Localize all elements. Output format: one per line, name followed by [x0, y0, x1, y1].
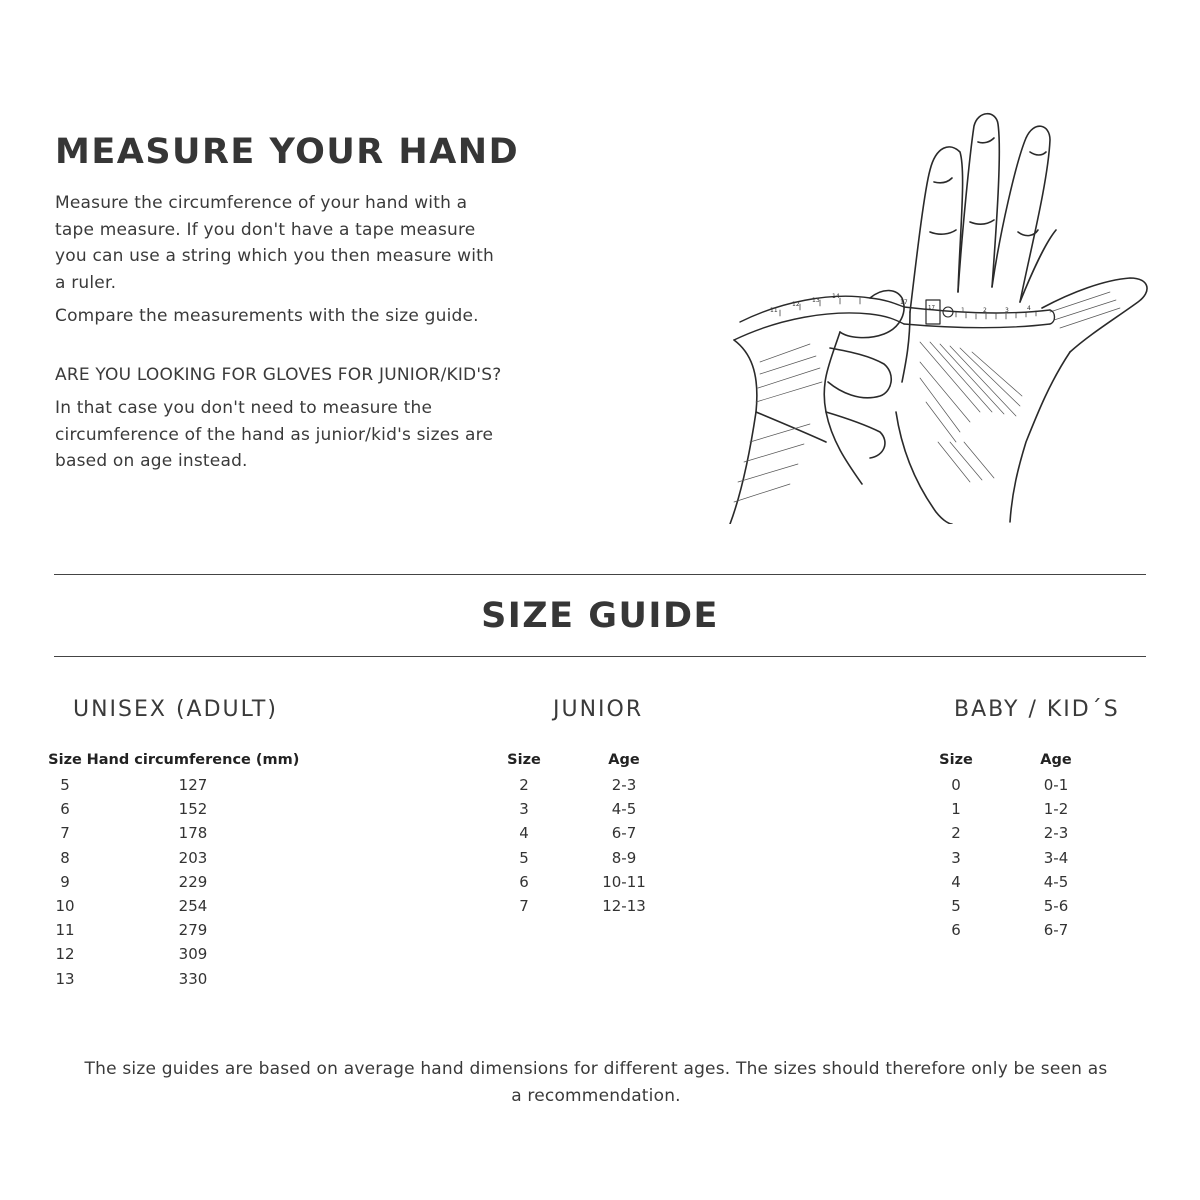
- circumference-cell: 127: [178, 776, 208, 795]
- table-row: [44, 942, 300, 966]
- footnote: The size guides are based on average hand dimensions for different ages. The sizes should therefore only be seen as a recommendation.: [84, 1059, 1108, 1106]
- measure-instructions-text: Measure the circumference of your hand with a tape measure. If you don't have a tape measure you can use a string which you then measure with a ruler.: [55, 193, 494, 293]
- tape-number-11: 11: [770, 307, 778, 314]
- tape-tag: 17: [928, 305, 935, 311]
- size-cell: 4: [951, 872, 961, 891]
- divider-top: [54, 574, 1146, 575]
- age-cell: 0-1: [1043, 776, 1069, 795]
- age-cell: 10-11: [602, 872, 646, 891]
- table-row: [500, 773, 700, 797]
- baby-kids-size-table: [930, 747, 1130, 942]
- table-row: [44, 773, 300, 797]
- size-cell: 1: [951, 800, 961, 819]
- table-row: [500, 797, 700, 821]
- junior-title: JUNIOR: [553, 697, 644, 722]
- tape-number-2: 2: [983, 307, 987, 314]
- baby-kids-title: BABY / KID´S: [954, 697, 1120, 722]
- table-row: [930, 797, 1130, 821]
- size-cell: 2: [519, 776, 529, 795]
- age-cell: 6-7: [1043, 921, 1069, 940]
- size-cell: 6: [519, 872, 529, 891]
- size-cell: 11: [55, 921, 75, 940]
- tape-number-3: 3: [1005, 307, 1009, 314]
- size-cell: 7: [60, 824, 70, 843]
- table-row: [930, 894, 1130, 918]
- size-cell: 5: [951, 897, 961, 916]
- column-header: Age: [1040, 752, 1072, 768]
- measure-instructions: [55, 190, 505, 475]
- table-row: [930, 821, 1130, 845]
- age-cell: 5-6: [1043, 897, 1069, 916]
- table-row: [930, 918, 1130, 942]
- age-cell: 4-5: [1043, 872, 1069, 891]
- hand-measuring-tape-icon: [720, 112, 1152, 524]
- junior-size-table: [500, 747, 700, 918]
- tape-number-4: 4: [1027, 305, 1031, 312]
- tape-number-12: 12: [792, 301, 800, 308]
- compare-text: Compare the measurements with the size guide.: [55, 306, 479, 326]
- unisex-size-table: [44, 747, 300, 991]
- age-cell: 4-5: [611, 800, 637, 819]
- table-row: [44, 894, 300, 918]
- size-cell: 6: [951, 921, 961, 940]
- tape-number-1: 1: [961, 307, 965, 314]
- circumference-cell: 330: [178, 969, 208, 988]
- table-row: [44, 967, 300, 991]
- divider-bottom: [54, 656, 1146, 657]
- circumference-cell: 203: [178, 848, 208, 867]
- age-cell: 2-3: [611, 776, 637, 795]
- age-cell: 12-13: [602, 897, 646, 916]
- table-row: [44, 821, 300, 845]
- junior-question: ARE YOU LOOKING FOR GLOVES FOR JUNIOR/KID'S?: [55, 364, 502, 385]
- age-cell: 2-3: [1043, 824, 1069, 843]
- size-cell: 0: [951, 776, 961, 795]
- tape-number-14: 14: [832, 293, 840, 300]
- circumference-cell: 178: [178, 824, 208, 843]
- measure-title: MEASURE YOUR HAND: [55, 132, 520, 172]
- column-header: Size: [507, 752, 541, 768]
- circumference-cell: 152: [178, 800, 208, 819]
- junior-answer-text: In that case you don't need to measure the circumference of the hand as junior/kid's sizes are based on age instead.: [55, 398, 494, 471]
- size-cell: 5: [60, 776, 70, 795]
- circumference-cell: 309: [178, 945, 208, 964]
- tape-number-13: 13: [812, 297, 820, 304]
- table-header-row: [930, 747, 1130, 773]
- size-cell: 4: [519, 824, 529, 843]
- table-header-row: [44, 747, 300, 773]
- table-row: [500, 846, 700, 870]
- circumference-cell: 279: [178, 921, 208, 940]
- size-cell: 9: [60, 872, 70, 891]
- table-row: [930, 773, 1130, 797]
- hand-measuring-tape-illustration: [720, 112, 1152, 524]
- column-header: Size: [939, 752, 973, 768]
- size-cell: 13: [55, 969, 75, 988]
- table-row: [930, 846, 1130, 870]
- size-cell: 12: [55, 945, 75, 964]
- size-cell: 7: [519, 897, 529, 916]
- age-cell: 6-7: [611, 824, 637, 843]
- table-row: [44, 918, 300, 942]
- circumference-cell: 254: [178, 897, 208, 916]
- size-cell: 2: [951, 824, 961, 843]
- table-row: [500, 894, 700, 918]
- size-cell: 10: [55, 897, 75, 916]
- table-header-row: [500, 747, 700, 773]
- column-header: Hand circumference (mm): [86, 752, 300, 768]
- circumference-cell: 229: [178, 872, 208, 891]
- tape-number-17: 17: [900, 299, 908, 306]
- unisex-title: UNISEX (ADULT): [73, 697, 278, 722]
- table-row: [44, 797, 300, 821]
- size-cell: 3: [951, 848, 961, 867]
- size-cell: 5: [519, 848, 529, 867]
- table-row: [500, 821, 700, 845]
- table-row: [500, 870, 700, 894]
- size-cell: 8: [60, 848, 70, 867]
- size-guide-title: SIZE GUIDE: [481, 596, 719, 636]
- size-cell: 6: [60, 800, 70, 819]
- table-row: [44, 846, 300, 870]
- age-cell: 3-4: [1043, 848, 1069, 867]
- age-cell: 1-2: [1043, 800, 1069, 819]
- age-cell: 8-9: [611, 848, 637, 867]
- column-header: Size: [48, 752, 82, 768]
- table-row: [930, 870, 1130, 894]
- column-header: Age: [608, 752, 640, 768]
- size-cell: 3: [519, 800, 529, 819]
- table-row: [44, 870, 300, 894]
